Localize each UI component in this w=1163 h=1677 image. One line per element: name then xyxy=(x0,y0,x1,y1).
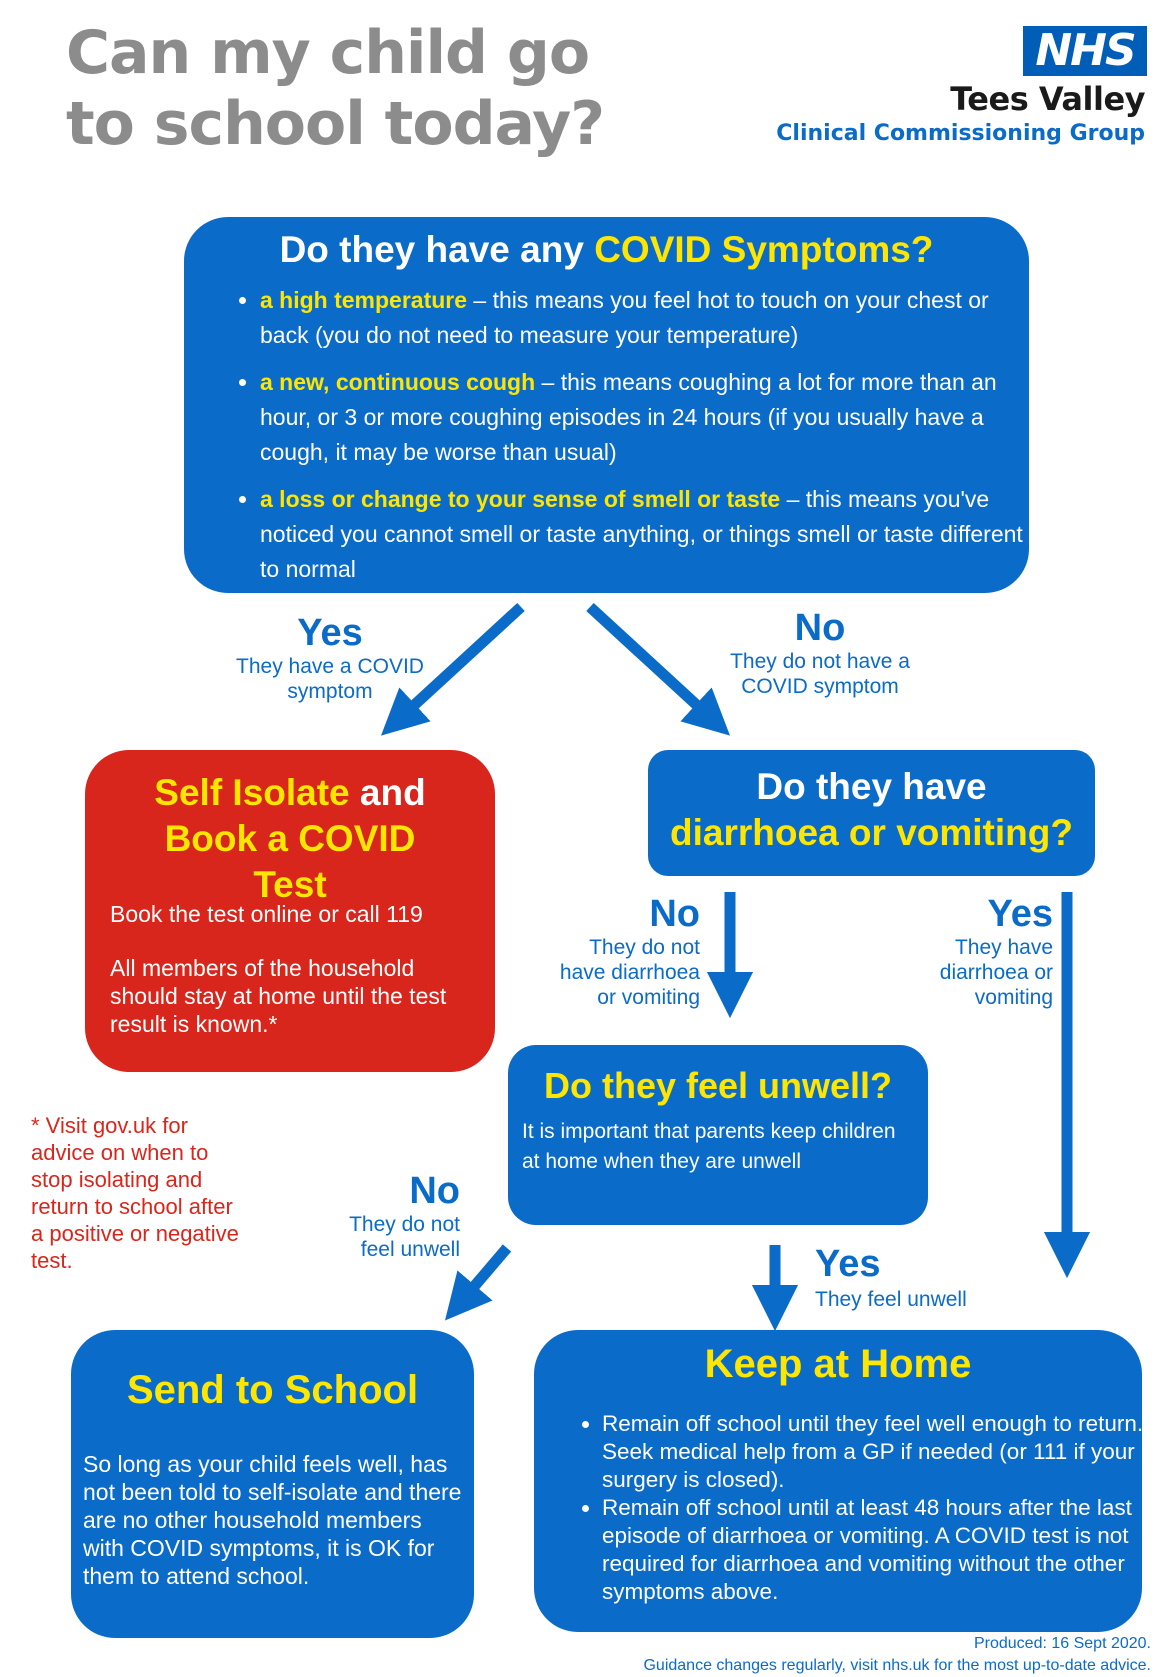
diarrhoea-question-line-2: diarrhoea or vomiting? xyxy=(670,812,1073,853)
keep-at-home-item: • Remain off school until they feel well enough to return. Seek medical help from a GP if needed (or 111 if your surgery is closed). xyxy=(602,1410,1152,1494)
gov-uk-note: * Visit gov.uk for advice on when to stop isolating and return to school after a positive or negative test. xyxy=(31,1113,239,1273)
q2-no-desc: They do not have diarrhoea or vomiting xyxy=(559,936,700,1009)
self-isolate-box xyxy=(85,750,495,1072)
q3-no-desc: They do not feel unwell xyxy=(349,1213,460,1261)
q1-yes-title: Yes xyxy=(297,612,363,654)
q2-yes-label xyxy=(905,893,1053,1010)
q2-yes-title: Yes xyxy=(987,893,1053,935)
symptom-lead: a new, continuous cough xyxy=(260,369,536,395)
self-isolate-title-part3: Book a COVID Test xyxy=(164,818,416,905)
q1-yes-desc: They have a COVID symptom xyxy=(236,655,424,703)
keep-at-home-list xyxy=(580,1410,1152,1606)
symptom-text: – this means you feel hot to touch on your chest or back (you do not need to measure your temperature) xyxy=(260,287,989,348)
nhs-logo: NHS xyxy=(1023,26,1147,76)
covid-symptoms-title-plain: Do they have any xyxy=(279,229,595,270)
self-isolate-title-part2: and xyxy=(349,772,426,813)
unwell-question-box xyxy=(508,1045,928,1225)
q1-no-label xyxy=(715,607,925,699)
unwell-question-text: It is important that parents keep children at home when they are unwell xyxy=(522,1120,896,1173)
org-name: Tees Valley xyxy=(950,80,1145,118)
diarrhoea-question-line-1: Do they have xyxy=(756,766,987,807)
symptom-item xyxy=(260,283,1030,353)
symptom-item xyxy=(260,365,1030,470)
q3-no-label xyxy=(330,1170,460,1262)
footer-guidance: Guidance changes regularly, visit nhs.uk for the most up-to-date advice. xyxy=(643,1657,1151,1674)
self-isolate-text-1: Book the test online or call 119 xyxy=(110,901,423,927)
symptom-text: – this means coughing a lot for more than an hour, or 3 or more coughing episodes in 24 hours (if you usually have a cough, it may be worse than usual) xyxy=(260,369,997,465)
self-isolate-text xyxy=(110,900,480,1038)
footer xyxy=(643,1633,1151,1677)
symptom-lead: a loss or change to your sense of smell or taste xyxy=(260,486,781,512)
q1-no-desc: They do not have a COVID symptom xyxy=(730,650,910,698)
q3-no-title: No xyxy=(409,1170,460,1212)
q1-no-title: No xyxy=(794,607,846,649)
q2-yes-desc: They have diarrhoea or vomiting xyxy=(939,936,1053,1009)
symptom-lead: a high temperature xyxy=(260,287,468,313)
symptom-list xyxy=(240,283,1030,599)
q3-yes-desc: They feel unwell xyxy=(815,1288,967,1311)
arrow-q1-no xyxy=(590,607,713,720)
footer-produced: Produced: 16 Sept 2020. xyxy=(973,1635,1151,1652)
self-isolate-text-2: All members of the household should stay at home until the test result is known.* xyxy=(110,955,447,1037)
title-line-2: to school today? xyxy=(66,89,605,159)
q3-yes-label xyxy=(815,1243,1015,1312)
keep-at-home-title: Keep at Home xyxy=(704,1342,972,1386)
unwell-question-title: Do they feel unwell? xyxy=(543,1065,893,1106)
q2-no-label xyxy=(540,893,700,1010)
q1-yes-label xyxy=(225,612,435,704)
covid-symptoms-box xyxy=(184,217,1029,593)
covid-symptoms-title-highlight: COVID Symptoms? xyxy=(594,229,934,270)
org-subtitle: Clinical Commissioning Group xyxy=(776,121,1145,146)
symptom-item xyxy=(260,482,1030,587)
send-to-school-box xyxy=(71,1330,474,1638)
q2-no-title: No xyxy=(649,893,700,935)
keep-at-home-box xyxy=(534,1330,1142,1632)
diarrhoea-question-box xyxy=(648,750,1095,876)
diarrhoea-question-title xyxy=(648,764,1095,856)
q3-yes-title: Yes xyxy=(815,1243,881,1285)
send-to-school-text: So long as your child feels well, has not been told to self-isolate and there are no other household members with COVID symptoms, it is OK for them to attend school. xyxy=(83,1451,462,1589)
title-line-1: Can my child go xyxy=(66,18,590,88)
self-isolate-title xyxy=(85,770,495,908)
covid-symptoms-title xyxy=(184,229,1029,271)
self-isolate-title-part1: Self Isolate xyxy=(154,772,350,813)
send-to-school-title: Send to School xyxy=(126,1368,419,1412)
keep-at-home-item: • Remain off school until at least 48 hours after the last episode of diarrhoea or vomiting. A COVID test is not required for diarrhoea and vomiting without the other symptoms above. xyxy=(602,1494,1152,1606)
symptom-text: – this means you've noticed you cannot smell or taste anything, or things smell or taste different to normal xyxy=(260,486,1023,582)
arrow-q3-no xyxy=(460,1248,507,1303)
